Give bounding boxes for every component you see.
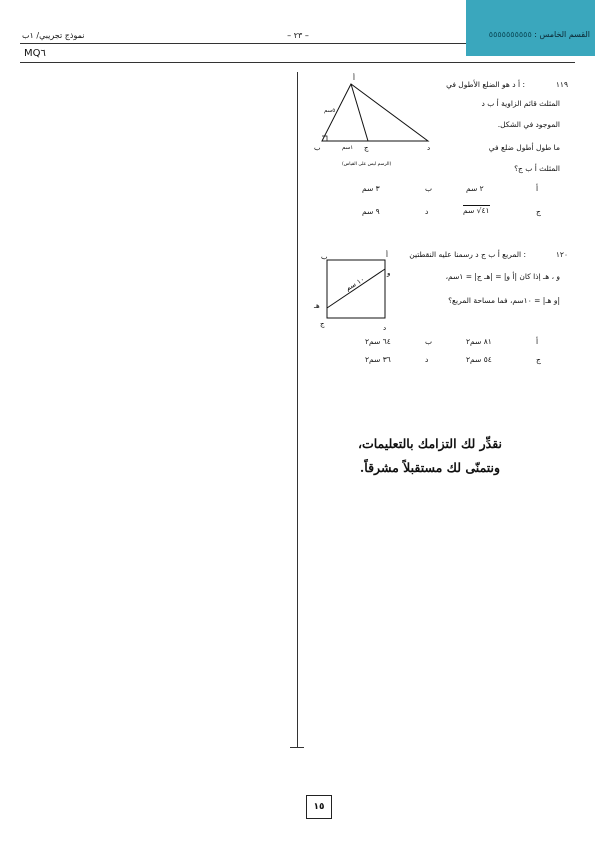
vertex-j-label: ج	[320, 320, 325, 328]
column-divider	[297, 72, 298, 747]
question-line: الموجود في الشكل.	[497, 120, 560, 129]
option-text: ٦٤ سم٢	[365, 337, 391, 346]
question-line: المثلث أ ب ج؟	[514, 164, 560, 173]
option-letter: د	[425, 355, 429, 364]
question-line: : أ د هو الضلع الأطول في	[446, 80, 525, 89]
question-line: المثلث قائم الزاوية أ ب د	[481, 99, 560, 108]
segment-w-h	[327, 269, 385, 308]
model-label: نموذج تجريبي/ ١ب	[22, 31, 85, 40]
triangle-figure	[300, 70, 435, 175]
vertex-j-label: ج	[364, 144, 369, 152]
option-text: ٨١ سم٢	[466, 337, 492, 346]
question-line: : المربع أ ب ج د رسمنا عليه النقطتين	[409, 250, 526, 259]
figure-caption: (الرسم ليس على القياس)	[342, 162, 392, 167]
page-number: ١٥	[306, 795, 332, 819]
vertex-a-label: أ	[353, 74, 355, 82]
point-h-label: هـ	[314, 302, 320, 310]
vertex-d-label: د	[427, 144, 431, 152]
question-number: ١٢٠	[555, 250, 568, 259]
question-line: ما طول أطول ضلع في	[488, 143, 560, 152]
section-dots: ٥٥٥٥٥٥٥٥٥٥	[488, 30, 532, 39]
closing-line-1: نقدِّر لك التزامك بالتعليمات،	[357, 436, 503, 451]
vertex-d-label: د	[383, 324, 387, 332]
side-ab-label: ٥سم	[324, 108, 336, 114]
segment-length-label: ١٠ سم	[344, 275, 366, 293]
exam-code: MQ٦	[24, 48, 46, 59]
page-marker: – ٢٣ –	[287, 31, 309, 40]
option-letter: أ	[536, 337, 539, 346]
section-title: القسم الخامس :	[534, 30, 590, 39]
question-line: |و هـ| = ١٠سم، فما مساحة المربع؟	[448, 296, 560, 305]
option-text: ٣ سم	[362, 184, 380, 193]
column-divider-foot	[290, 747, 304, 748]
option-text: ٩ سم	[362, 207, 380, 216]
side-bj-label: ١سم	[342, 145, 354, 151]
header-bottom-rule	[20, 62, 575, 63]
section-label	[470, 30, 590, 44]
vertex-b-label: ب	[314, 144, 321, 152]
option-letter: أ	[536, 184, 539, 193]
header-banner	[466, 0, 595, 56]
option-letter: ج	[536, 355, 541, 364]
header-divider	[20, 43, 466, 44]
question-line: و ، هـ إذا كان |أ و| = |هـ ج| = ١سم،	[445, 272, 560, 281]
segment-a-j	[351, 84, 368, 141]
square-figure	[310, 248, 400, 333]
vertex-a-label: أ	[386, 251, 388, 259]
option-text: ٣٦ سم٢	[365, 355, 391, 364]
closing-line-2: ونتمنّى لك مستقبلاً مشرقاً.	[359, 460, 501, 475]
option-letter: ج	[536, 207, 541, 216]
question-number: ١١٩	[555, 80, 568, 89]
option-letter: د	[425, 207, 429, 216]
point-w-label: و	[387, 269, 391, 277]
option-text: ٥٤ سم٢	[466, 355, 492, 364]
option-text: ٤١√ سم	[463, 206, 490, 215]
option-letter: ب	[425, 337, 433, 346]
vertex-b-label: ب	[321, 253, 328, 261]
option-text: ٢ سم	[466, 184, 484, 193]
option-letter: ب	[425, 184, 433, 193]
